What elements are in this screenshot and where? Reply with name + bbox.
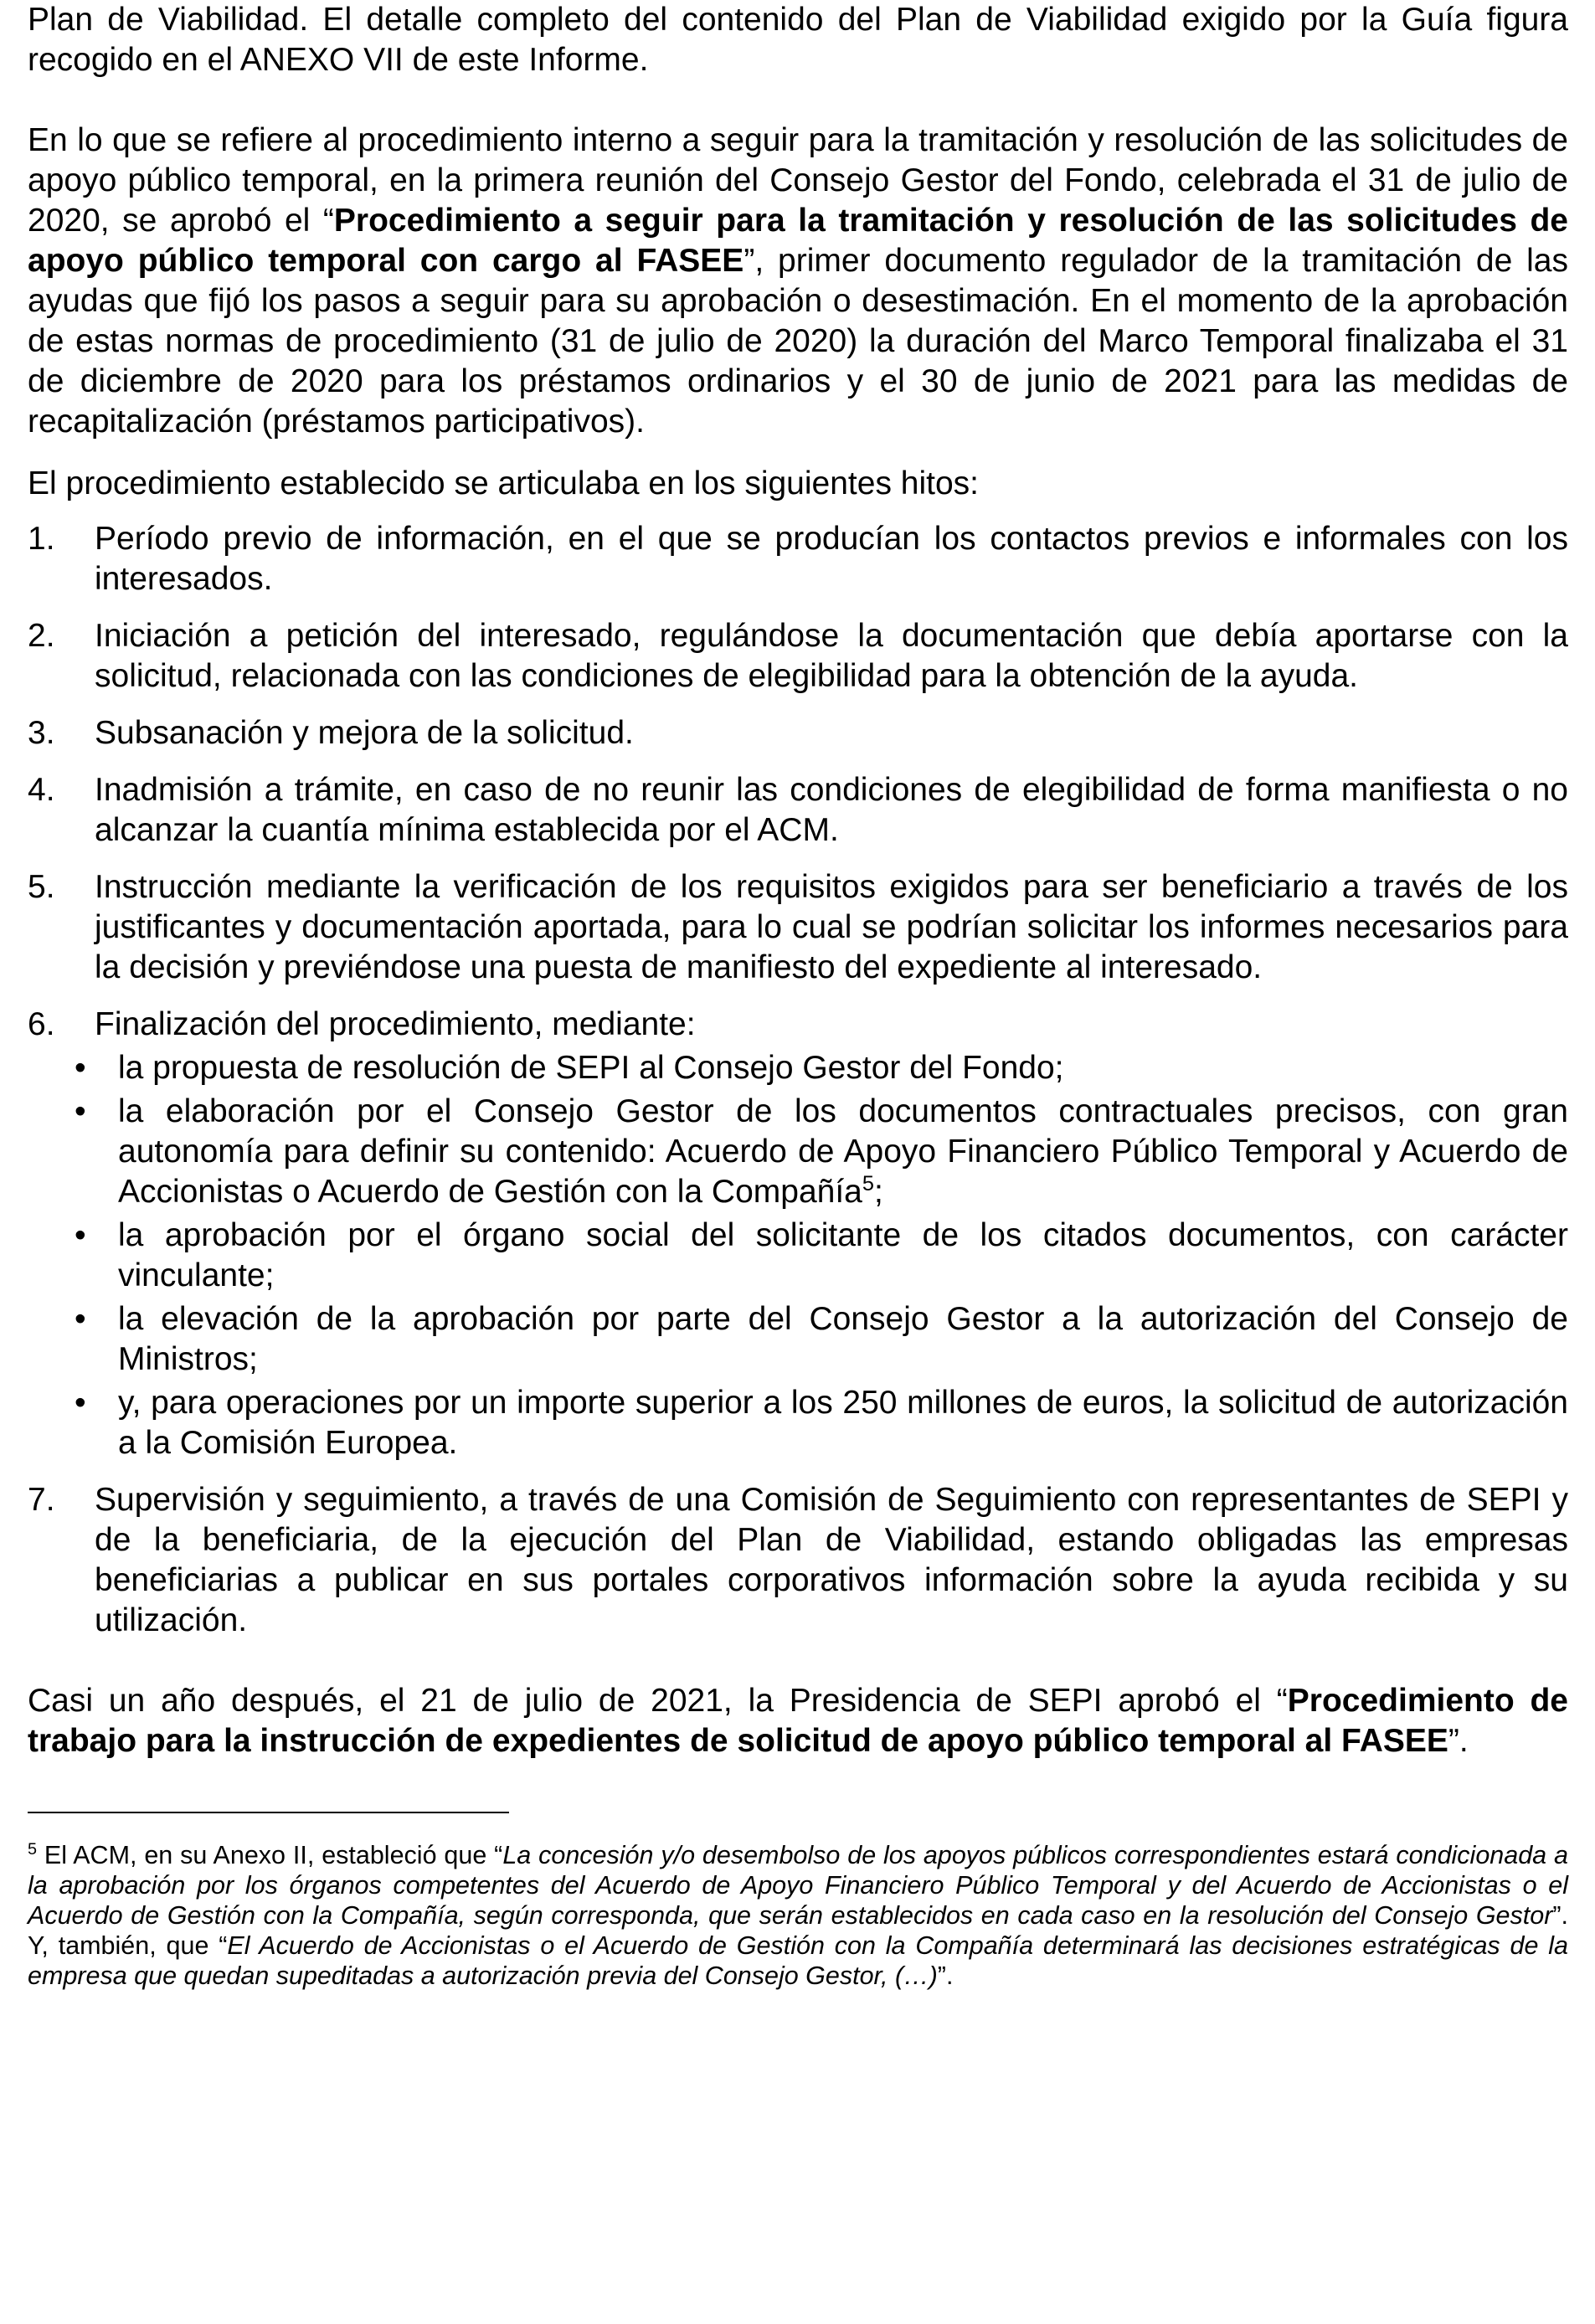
procedimiento-title-bold: Procedimiento a seguir para la tramitación y resolución de las solicitudes de apoyo público temporal con cargo al FASEE (28, 203, 1568, 279)
list-number: 2. (28, 618, 55, 654)
list-item (28, 616, 1568, 697)
list-item-text: Inadmisión a trámite, en caso de no reunir las condiciones de elegibilidad de forma manifiesta o no alcanzar la cuantía mínima establecida por el ACM. (95, 772, 1568, 848)
paragraph-hitos-intro: El procedimiento establecido se articulaba en los siguientes hitos: (28, 465, 979, 501)
footnote-5: $^5$ El ACM, en su Anexo II, estableció que “La concesión y/o desembolso de los apoyos públicos correspondientes estará condicionada a la aprobación por los órganos competentes del Acuerdo de Apoyo Financiero Público Temporal y del Acuerdo de Accionistas o el Acuerdo de Gestión con la Compañía, según corresponda, que serán establecidos en cada caso en la resolución del Consejo Gestor”. Y, también, que “El Acuerdo de Accionistas o el Acuerdo de Gestión con la Compañía determinará las decisiones estratégicas de la empresa que quedan supeditadas a autorización previa del Consejo Gestor, (…)”. (28, 1839, 1568, 1990)
list-item-text: Instrucción mediante la verificación de los requisitos exigidos para ser beneficiario a través de los justificantes y documentación aportada, para lo cual se podrían solicitar los informes necesarios para la decisión y previéndose una puesta de manifiesto del expediente al interesado. (95, 869, 1568, 985)
list-number: 6. (28, 1006, 55, 1042)
hitos-list (28, 519, 1568, 1045)
bullet-item: • y, para operaciones por un importe superior a los 250 millones de euros, la solicitud de autorización a la Comisión Europea. (28, 1383, 1568, 1463)
list-number: 3. (28, 715, 55, 751)
footnote-number: 5 (28, 1839, 38, 1859)
bullet-item: • la propuesta de resolución de SEPI al Consejo Gestor del Fondo; (28, 1048, 1568, 1088)
paragraph-plan-viabilidad: Plan de Viabilidad. El detalle completo del contenido del Plan de Viabilidad exigido por la Guía figura recogido en el ANEXO VII de este Informe. (28, 2, 1568, 78)
bullet-icon: • (75, 1385, 86, 1421)
bullet-icon: • (75, 1301, 86, 1337)
bullet-item: • la elaboración por el Consejo Gestor de los documentos contractuales precisos, con gran autonomía para definir su contenido: Acuerdo de Apoyo Financiero Público Temporal y Acuerdo de Accionistas o Acuerdo de Gestión con la Compañía$^5$; (28, 1092, 1568, 1212)
bullet-icon: • (75, 1093, 86, 1129)
list-number: 5. (28, 869, 55, 905)
footnote-separator (28, 1812, 509, 1813)
list-number: 1. (28, 521, 55, 557)
document-page (28, 0, 1568, 1991)
list-item-text: Iniciación a petición del interesado, regulándose la documentación que debía aportarse con la solicitud, relacionada con las condiciones de elegibilidad para la obtención de la ayuda. (95, 618, 1568, 694)
bullet-icon: • (75, 1217, 86, 1253)
bullet-item: • la aprobación por el órgano social del solicitante de los citados documentos, con carácter vinculante; (28, 1216, 1568, 1296)
list-item-text: Subsanación y mejora de la solicitud. (95, 715, 634, 751)
list-item-text: Supervisión y seguimiento, a través de una Comisión de Seguimiento con representantes de SEPI y de la beneficiaria, de la ejecución del Plan de Viabilidad, estando obligadas las empresas beneficiarias a publicar en sus portales corporativos información sobre la ayuda recibida y su utilización. (95, 1482, 1568, 1638)
bullet-icon: • (75, 1050, 86, 1086)
list-item-text: Período previo de información, en el que se producían los contactos previos e informales con los interesados. (95, 521, 1568, 597)
paragraph-procedimiento-trabajo: Casi un año después, el 21 de julio de 2021, la Presidencia de SEPI aprobó el “Procedimiento de trabajo para la instrucción de expedientes de solicitud de apoyo público temporal al FASEE”. (28, 1683, 1569, 1759)
list-item (28, 867, 1568, 988)
list-item (28, 519, 1568, 599)
list-number: 7. (28, 1482, 55, 1518)
list-number: 4. (28, 772, 55, 808)
paragraph-procedimiento-interno: En lo que se refiere al procedimiento interno a seguir para la tramitación y resolución de las solicitudes de apoyo público temporal, en la primera reunión del Consejo Gestor del Fondo, celebrada el 31 de julio de 2020, se aprobó el “Procedimiento a seguir para la tramitación y resolución de las solicitudes de apoyo público temporal con cargo al FASEE”, primer documento regulador de la tramitación de las ayudas que fijó los pasos a seguir para su aprobación o desestimación. En el momento de la aprobación de estas normas de procedimiento (31 de julio de 2020) la duración del Marco Temporal finalizaba el 31 de diciembre de 2020 para los préstamos ordinarios y el 30 de junio de 2021 para las medidas de recapitalización (préstamos participativos). (28, 122, 1568, 440)
list-item-text: Finalización del procedimiento, mediante: (95, 1006, 696, 1042)
list-item (28, 1480, 1568, 1641)
bullet-item: • la elevación de la aprobación por parte del Consejo Gestor a la autorización del Consejo de Ministros; (28, 1299, 1568, 1380)
procedimiento-trabajo-bold: Procedimiento de trabajo para la instrucción de expedientes de solicitud de apoyo público temporal al FASEE (28, 1683, 1569, 1759)
list-item (28, 770, 1568, 851)
hitos-list-continued (28, 1480, 1568, 1641)
list-item (28, 713, 1568, 753)
footnote-reference: 5 (862, 1172, 874, 1195)
list-item (28, 1005, 1568, 1045)
finalizacion-bullet-list (28, 1048, 1568, 1463)
